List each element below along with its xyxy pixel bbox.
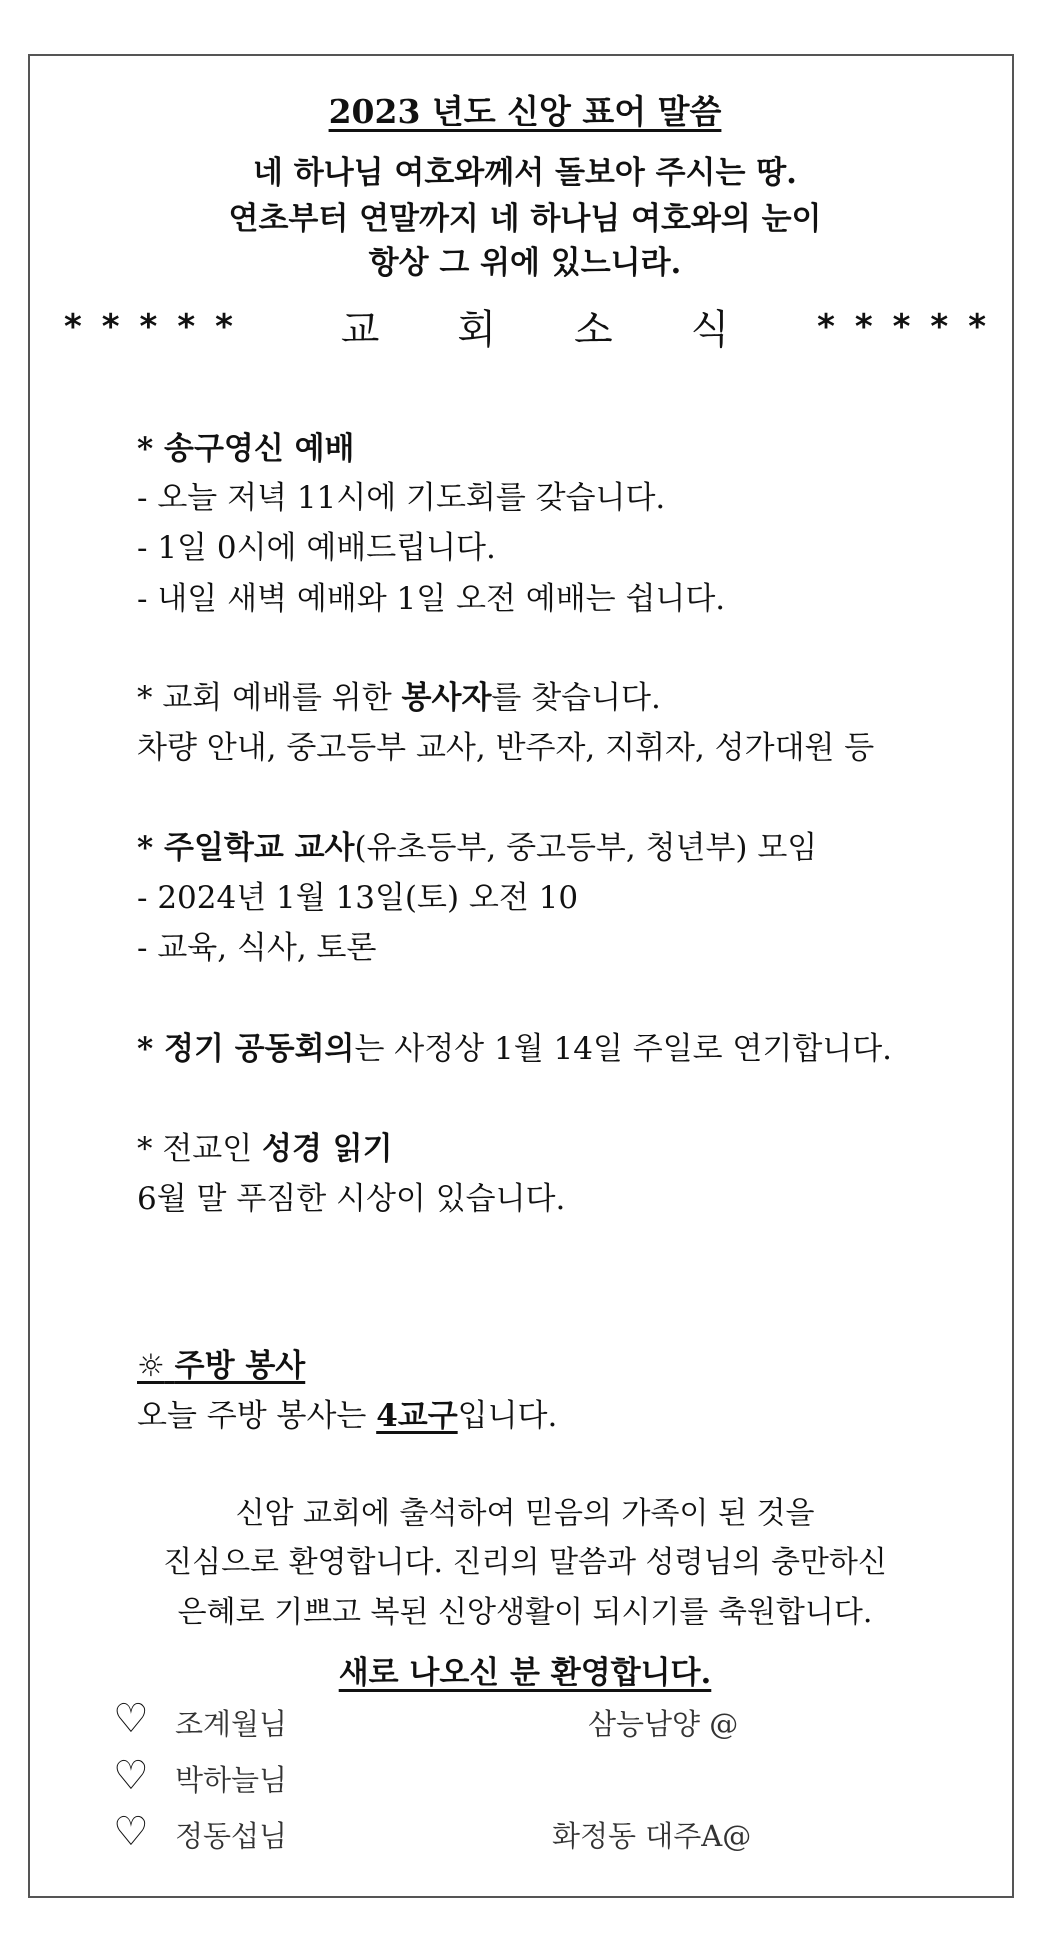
bible-heading-prefix: * 전교인 [137,1131,263,1167]
welcome-line-1: 신암 교회에 출석하여 믿음의 가족이 된 것을 [235,1496,815,1531]
newcomers-title: 새로 나오신 분 환영합니다. [338,1655,712,1691]
service-heading: * 송구영신 예배 [137,431,355,467]
kitchen-heading-underlined [137,1348,305,1384]
church-news-label [341,298,730,355]
volunteers-heading-prefix: * 교회 예배를 위한 [137,680,402,716]
newcomer-name: 조계월님 [175,1707,288,1741]
kitchen-line-suffix: 입니다. [457,1398,558,1434]
kitchen-line-prefix: 오늘 주방 봉사는 [137,1398,377,1434]
volunteers-heading-suffix: 를 찾습니다. [491,680,661,716]
meeting-notice [137,1023,892,1068]
verse-line-2: 연초부터 연말까지 네 하나님 여호와의 눈이 [228,201,822,237]
meeting-heading-rest: 는 사정상 1월 14일 주일로 연기합니다. [354,1031,893,1067]
meeting-heading-bold: * 정기 공동회의 [137,1031,355,1067]
welcome-line-3: 은혜로 기쁘고 복된 신앙생활이 되시기를 축원합니다. [177,1595,873,1630]
volunteers-heading [137,672,661,717]
kitchen-line-bold: 4교구 [376,1398,458,1434]
bible-heading-bold: 성경 읽기 [262,1131,393,1167]
teachers-heading-rest: (유초등부, 중고등부, 청년부) 모임 [354,830,818,866]
teachers-line-1: - 2024년 1월 13일(토) 오전 10 [137,880,579,916]
bible-heading [137,1123,393,1168]
welcome-line-2: 진심으로 환영합니다. 진리의 말씀과 성령님의 충만하신 [163,1545,887,1580]
volunteers-heading-bold: 봉사자 [401,680,492,716]
heart-icon: ♡ [113,1753,149,1799]
teachers-line-2: - 교육, 식사, 토론 [137,930,377,966]
church-news-heading [64,298,1006,355]
teachers-heading-bold: * 주일학교 교사 [137,830,355,866]
teachers-heading [137,822,817,867]
page-title: 2023 년도 신앙 표어 말씀 [328,92,722,131]
newcomer-place: 삼능남양 @ [588,1707,739,1741]
heading-char: 교 [340,307,380,353]
heart-icon: ♡ [113,1696,149,1742]
service-line-1: - 오늘 저녁 11시에 기도회를 갖습니다. [137,480,666,516]
heading-char: 식 [690,307,730,353]
heading-char: 소 [574,307,613,353]
stars-right: ***** [817,306,1006,347]
stars-left: ***** [64,306,253,347]
kitchen-heading-text: 주방 봉사 [174,1348,306,1384]
sun-icon: ☼ [137,1348,165,1384]
service-line-2: - 1일 0시에 예배드립니다. [137,530,496,566]
newcomer-place: 화정동 대주A@ [552,1819,752,1853]
heading-char: 회 [457,307,496,353]
bible-line: 6월 말 푸짐한 시상이 있습니다. [137,1181,566,1217]
kitchen-heading [137,1340,305,1385]
verse-line-3: 항상 그 위에 있느니라. [368,245,682,281]
newcomer-name: 정동섭님 [175,1819,288,1853]
verse-line-1: 네 하나님 여호와께서 돌보아 주시는 땅. [253,155,797,191]
newcomer-name: 박하늘님 [175,1763,288,1797]
service-line-3: - 내일 새벽 예배와 1일 오전 예배는 쉽니다. [137,581,726,617]
kitchen-line [137,1390,557,1435]
volunteers-line: 차량 안내, 중고등부 교사, 반주자, 지휘자, 성가대원 등 [137,730,875,766]
heart-icon: ♡ [113,1809,149,1855]
